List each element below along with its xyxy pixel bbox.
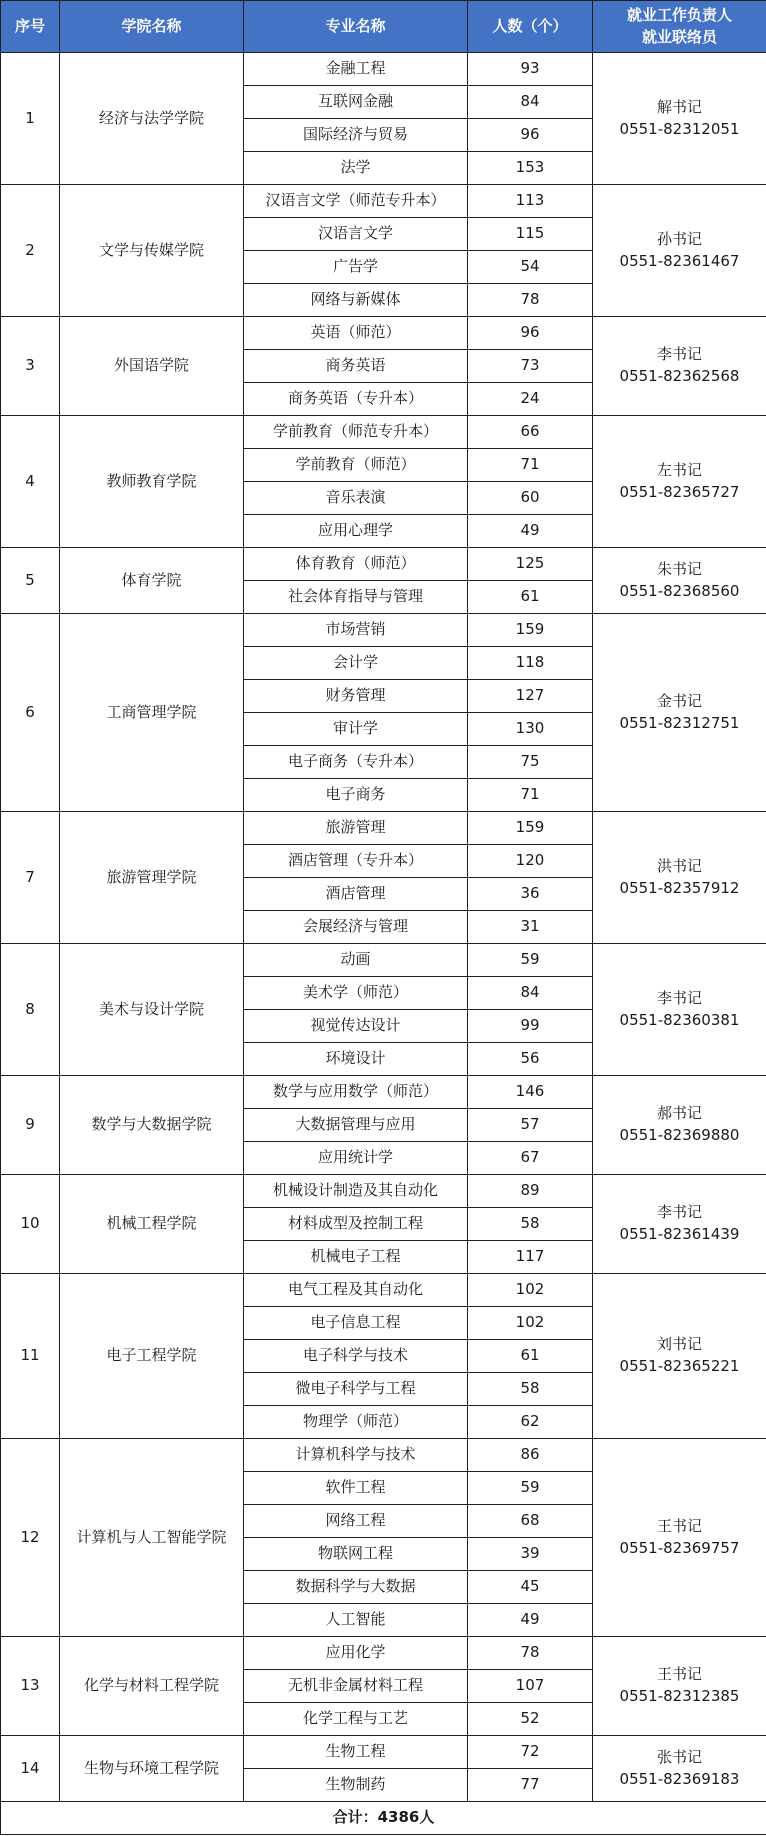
major-name: 酒店管理（专升本） [244,845,468,878]
major-name: 网络与新媒体 [244,284,468,317]
table-row [1,1439,766,1472]
major-name: 视觉传达设计 [244,1010,468,1043]
table-row [1,1076,766,1109]
major-count: 61 [468,581,593,614]
major-name: 音乐表演 [244,482,468,515]
college-contact [593,614,766,812]
college-contact [593,317,766,416]
major-count: 54 [468,251,593,284]
major-name: 应用统计学 [244,1142,468,1175]
contact-phone: 0551-82357912 [619,878,740,897]
contact-phone: 0551-82365221 [619,1357,740,1375]
major-count: 84 [468,977,593,1010]
major-name: 网络工程 [244,1505,468,1538]
major-count: 96 [468,119,593,152]
college-name: 旅游管理学院 [60,812,244,944]
college-index: 7 [1,812,60,944]
major-count: 49 [468,515,593,548]
contact-name: 李书记 [656,988,702,1007]
major-count: 66 [468,416,593,449]
college-name: 经济与法学学院 [60,53,244,185]
table-row [1,1637,766,1670]
college-index: 9 [1,1076,60,1175]
college-contact [593,944,766,1076]
college-name: 工商管理学院 [60,614,244,812]
contact-phone: 0551-82369757 [619,1538,740,1557]
college-contact [593,416,766,548]
major-count: 73 [468,350,593,383]
major-name: 人工智能 [244,1604,468,1637]
contact-name: 李书记 [656,345,702,364]
contact-phone: 0551-82361439 [619,1225,740,1243]
contact-name: 解书记 [656,97,702,116]
major-name: 社会体育指导与管理 [244,581,468,614]
college-contact [593,1076,766,1175]
table-row [1,317,766,350]
major-name: 物理学（师范） [244,1406,468,1439]
college-index: 6 [1,614,60,812]
major-name: 生物工程 [244,1736,468,1769]
table-row [1,53,766,86]
college-contact [593,548,766,614]
contact-name: 金书记 [656,691,702,710]
major-name: 金融工程 [244,53,468,86]
major-count: 45 [468,1571,593,1604]
contact-phone: 0551-82369880 [619,1126,740,1144]
major-count: 78 [468,284,593,317]
contact-name: 王书记 [656,1665,702,1684]
major-count: 58 [468,1208,593,1241]
major-name: 计算机科学与技术 [244,1439,468,1472]
major-count: 93 [468,53,593,86]
table-row [1,548,766,581]
college-index: 11 [1,1274,60,1439]
college-name: 外国语学院 [60,317,244,416]
major-count: 107 [468,1670,593,1703]
major-count: 49 [468,1604,593,1637]
table-row [1,614,766,647]
major-count: 24 [468,383,593,416]
major-count: 67 [468,1142,593,1175]
major-name: 数学与应用数学（师范） [244,1076,468,1109]
table-row [1,812,766,845]
header-contact-line2: 就业联络员 [641,27,717,46]
header-major: 专业名称 [244,1,468,53]
college-contact [593,1439,766,1637]
college-contact [593,1637,766,1736]
table-row [1,1736,766,1769]
header-college: 学院名称 [60,1,244,53]
major-count: 56 [468,1043,593,1076]
major-name: 英语（师范） [244,317,468,350]
college-index: 12 [1,1439,60,1637]
table-row [1,1175,766,1208]
major-name: 汉语言文学（师范专升本） [244,185,468,218]
major-count: 71 [468,449,593,482]
major-count: 118 [468,647,593,680]
major-name: 电气工程及其自动化 [244,1274,468,1307]
header-index: 序号 [1,1,60,53]
major-name: 电子商务（专升本） [244,746,468,779]
college-index: 3 [1,317,60,416]
college-contact [593,53,766,185]
college-index: 1 [1,53,60,185]
major-name: 化学工程与工艺 [244,1703,468,1736]
major-count: 31 [468,911,593,944]
major-count: 127 [468,680,593,713]
table-row [1,1274,766,1307]
major-count: 78 [468,1637,593,1670]
college-index: 4 [1,416,60,548]
college-contact [593,1736,766,1802]
major-name: 法学 [244,152,468,185]
contact-phone: 0551-82312751 [619,713,740,732]
contact-name: 朱书记 [656,559,702,578]
major-name: 财务管理 [244,680,468,713]
major-name: 酒店管理 [244,878,468,911]
major-name: 生物制药 [244,1769,468,1802]
college-name: 机械工程学院 [60,1175,244,1274]
major-count: 77 [468,1769,593,1802]
major-count: 99 [468,1010,593,1043]
major-name: 会计学 [244,647,468,680]
contact-name: 刘书记 [656,1335,702,1354]
major-count: 52 [468,1703,593,1736]
major-count: 58 [468,1373,593,1406]
major-name: 汉语言文学 [244,218,468,251]
major-name: 电子科学与技术 [244,1340,468,1373]
major-count: 146 [468,1076,593,1109]
major-name: 微电子科学与工程 [244,1373,468,1406]
major-name: 商务英语（专升本） [244,383,468,416]
major-count: 102 [468,1274,593,1307]
major-name: 旅游管理 [244,812,468,845]
major-count: 125 [468,548,593,581]
major-name: 软件工程 [244,1472,468,1505]
college-index: 5 [1,548,60,614]
major-name: 市场营销 [244,614,468,647]
major-count: 96 [468,317,593,350]
major-name: 学前教育（师范） [244,449,468,482]
major-name: 机械设计制造及其自动化 [244,1175,468,1208]
major-name: 审计学 [244,713,468,746]
major-count: 113 [468,185,593,218]
college-name: 数学与大数据学院 [60,1076,244,1175]
header-count: 人数（个） [468,1,593,53]
major-name: 无机非金属材料工程 [244,1670,468,1703]
college-name: 美术与设计学院 [60,944,244,1076]
contact-name: 左书记 [656,460,702,479]
contact-phone: 0551-82360381 [619,1010,740,1029]
major-count: 117 [468,1241,593,1274]
major-count: 159 [468,614,593,647]
college-name: 计算机与人工智能学院 [60,1439,244,1637]
major-name: 动画 [244,944,468,977]
major-count: 36 [468,878,593,911]
major-name: 广告学 [244,251,468,284]
major-name: 国际经济与贸易 [244,119,468,152]
contact-name: 洪书记 [656,856,702,875]
contact-phone: 0551-82362568 [619,367,740,385]
college-index: 10 [1,1175,60,1274]
table-body [1,53,766,1835]
major-name: 电子商务 [244,779,468,812]
college-name: 文学与传媒学院 [60,185,244,317]
major-count: 115 [468,218,593,251]
major-count: 75 [468,746,593,779]
major-count: 59 [468,1472,593,1505]
contact-phone: 0551-82368560 [619,581,740,600]
major-count: 71 [468,779,593,812]
contact-name: 孙书记 [656,229,702,248]
major-name: 体育教育（师范） [244,548,468,581]
major-name: 商务英语 [244,350,468,383]
major-name: 互联网金融 [244,86,468,119]
college-contact [593,1175,766,1274]
major-name: 大数据管理与应用 [244,1109,468,1142]
major-count: 130 [468,713,593,746]
major-count: 159 [468,812,593,845]
major-name: 物联网工程 [244,1538,468,1571]
major-name: 电子信息工程 [244,1307,468,1340]
major-count: 86 [468,1439,593,1472]
contact-phone: 0551-82369183 [619,1769,740,1788]
college-name: 教师教育学院 [60,416,244,548]
major-name: 美术学（师范） [244,977,468,1010]
major-count: 89 [468,1175,593,1208]
major-count: 72 [468,1736,593,1769]
contact-phone: 0551-82361467 [619,251,740,270]
table-row [1,416,766,449]
major-count: 57 [468,1109,593,1142]
header-contact-line1: 就业工作负责人 [626,5,732,24]
major-count: 68 [468,1505,593,1538]
college-contact [593,1274,766,1439]
major-name: 应用心理学 [244,515,468,548]
contact-phone: 0551-82312051 [619,119,740,138]
header-contact [593,1,766,53]
contact-name: 张书记 [656,1747,702,1766]
major-count: 59 [468,944,593,977]
contact-phone: 0551-82312385 [619,1687,740,1705]
contact-name: 王书记 [656,1516,702,1535]
contact-name: 郝书记 [656,1104,702,1123]
major-name: 材料成型及控制工程 [244,1208,468,1241]
college-index: 13 [1,1637,60,1736]
major-name: 会展经济与管理 [244,911,468,944]
total-cell: 合计：4386人 [1,1802,766,1835]
major-name: 应用化学 [244,1637,468,1670]
contact-name: 李书记 [656,1203,702,1222]
college-contact [593,185,766,317]
header-row [1,1,766,53]
major-name: 学前教育（师范专升本） [244,416,468,449]
total-row [1,1802,766,1835]
college-index: 2 [1,185,60,317]
college-name: 电子工程学院 [60,1274,244,1439]
major-name: 数据科学与大数据 [244,1571,468,1604]
table-row [1,185,766,218]
major-count: 61 [468,1340,593,1373]
major-count: 102 [468,1307,593,1340]
college-index: 14 [1,1736,60,1802]
college-index: 8 [1,944,60,1076]
major-count: 60 [468,482,593,515]
major-count: 153 [468,152,593,185]
college-name: 化学与材料工程学院 [60,1637,244,1736]
major-count: 84 [468,86,593,119]
major-count: 39 [468,1538,593,1571]
major-count: 62 [468,1406,593,1439]
college-name: 体育学院 [60,548,244,614]
table-row [1,944,766,977]
college-contact [593,812,766,944]
college-name: 生物与环境工程学院 [60,1736,244,1802]
major-name: 机械电子工程 [244,1241,468,1274]
contact-phone: 0551-82365727 [619,482,740,501]
major-name: 环境设计 [244,1043,468,1076]
major-count: 120 [468,845,593,878]
